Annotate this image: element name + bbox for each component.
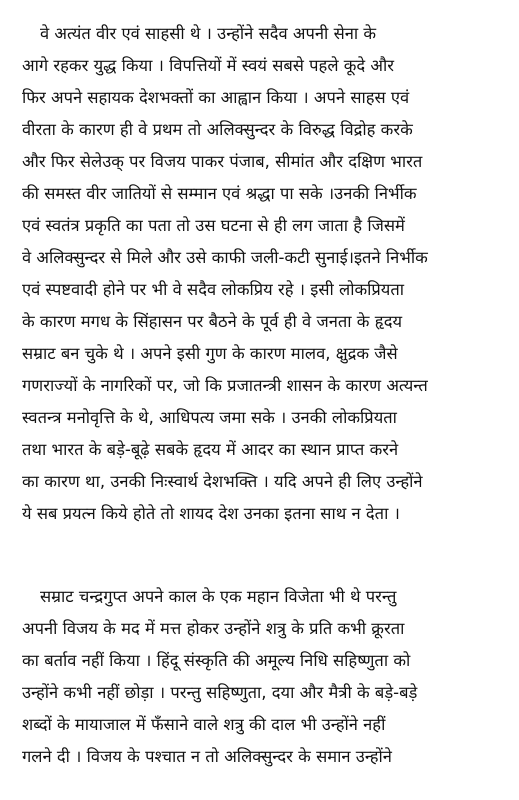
text-line: आगे रहकर युद्ध किया । विपत्तियों में स्वयं सबसे पहले कूदे और (22, 56, 395, 75)
text-line: वीरता के कारण ही वे प्रथम तो अलिक्सुन्दर के विरुद्ध विद्रोह करके (22, 120, 413, 139)
text-line: वे अलिक्सुन्दर से मिले और उसे काफी जली-कटी सुनाई।इतने निर्भीक (22, 248, 428, 267)
text-line: शब्दों के मायाजाल में फँसाने वाले शत्रु की दाल भी उन्होंने नहीं (22, 715, 386, 734)
text-line: गणराज्यों के नागरिकों पर, जो कि प्रजातन्त्री शासन के कारण अत्यन्त (22, 376, 428, 395)
text-line: तथा भारत के बड़े-बूढ़े सबके हृदय में आदर का स्थान प्राप्त करने (22, 440, 399, 459)
text-line: और फिर सेलेउक् पर विजय पाकर पंजाब, सीमांत और दक्षिण भारत (22, 152, 423, 171)
text-line: वे अत्यंत वीर एवं साहसी थे । उन्होंने सदैव अपनी सेना के (40, 24, 377, 43)
text-line: ये सब प्रयत्न किये होते तो शायद देश उनका इतना साथ न देता । (22, 504, 400, 523)
text-line: एवं स्वतंत्र प्रकृति का पता तो उस घटना से ही लग जाता है जिसमें (22, 216, 405, 235)
text-line: फिर अपने सहायक देशभक्तों का आह्वान किया । अपने साहस एवं (22, 88, 410, 107)
text-line: अपनी विजय के मद में मत्त होकर उन्होंने शत्रु के प्रति कभी क्रूरता (22, 619, 405, 638)
text-line: का बर्ताव नहीं किया । हिंदू संस्कृति की अमूल्य निधि सहिष्णुता को (22, 651, 411, 670)
text-line: का कारण था, उनकी निःस्वार्थ देशभक्ति । यदि अपने ही लिए उन्होंने (22, 472, 423, 491)
text-line: के कारण मगध के सिंहासन पर बैठने के पूर्व ही वे जनता के हृदय (22, 312, 403, 331)
text-line: गलने दी । विजय के पश्चात न तो अलिक्सुन्दर के समान उन्होंने (22, 747, 392, 766)
text-line: की समस्त वीर जातियों से सम्मान एवं श्रद्धा पा सके ।उनकी निर्भीक (22, 184, 417, 203)
text-line: उन्होंने कभी नहीं छोड़ा । परन्तु सहिष्णुता, दया और मैत्री के बड़े-बड़े (22, 683, 418, 702)
text-line: एवं स्पष्टवादी होने पर भी वे सदैव लोकप्रिय रहे । इसी लोकप्रियता (22, 280, 405, 299)
text-line: सम्राट बन चुके थे । अपने इसी गुण के कारण मालव, क्षुद्रक जैसे (22, 344, 398, 363)
text-line: सम्राट चन्द्रगुप्त अपने काल के एक महान विजेता भी थे परन्तु (40, 587, 397, 606)
text-line: स्वतन्त्र मनोवृत्ति के थे, आधिपत्य जमा सके । उनकी लोकप्रियता (22, 408, 397, 427)
